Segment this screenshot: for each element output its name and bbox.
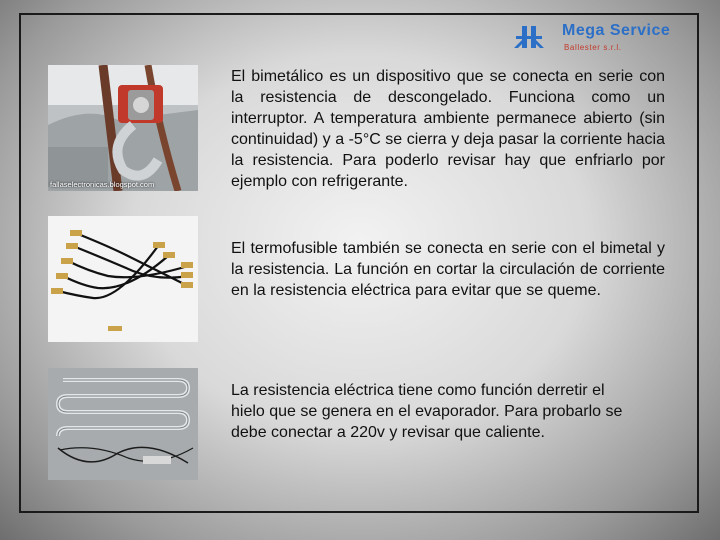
logo-subtitle: Ballester s.r.l. [564,43,622,52]
heating-element-description: La resistencia eléctrica tiene como función derretir el hielo que se genera en el evaporador. Para probarlo se debe conectar a 220v y revisar que caliente. [231,382,623,441]
logo-mark-icon [512,24,552,52]
thermal-fuse-description: El termofusible también se conecta en serie con el bimetal y la resistencia. La función en cortar la circulación de corriente en la resistencia eléctrica para evitar que se queme. [231,240,665,299]
bimetal-thermostat-photo [48,65,198,191]
thermal-fuse-wires-photo [48,216,198,342]
photo-watermark: fallaselectronicas.blogspot.com [50,180,155,189]
company-logo [512,22,702,56]
heating-element-photo [48,368,198,480]
bimetal-description: El bimetálico es un dispositivo que se conecta en serie con la resistencia de descongelado. Funciona como un interruptor. A temperatura ambiente permanece abierto (sin continuidad) y a -5°C se cierra y deja pasar la corriente hacia la resistencia. Para poderlo revisar hay que enfriarlo por ejemplo con refrigerante. [231,68,665,190]
logo-title: Mega Service [562,22,671,39]
